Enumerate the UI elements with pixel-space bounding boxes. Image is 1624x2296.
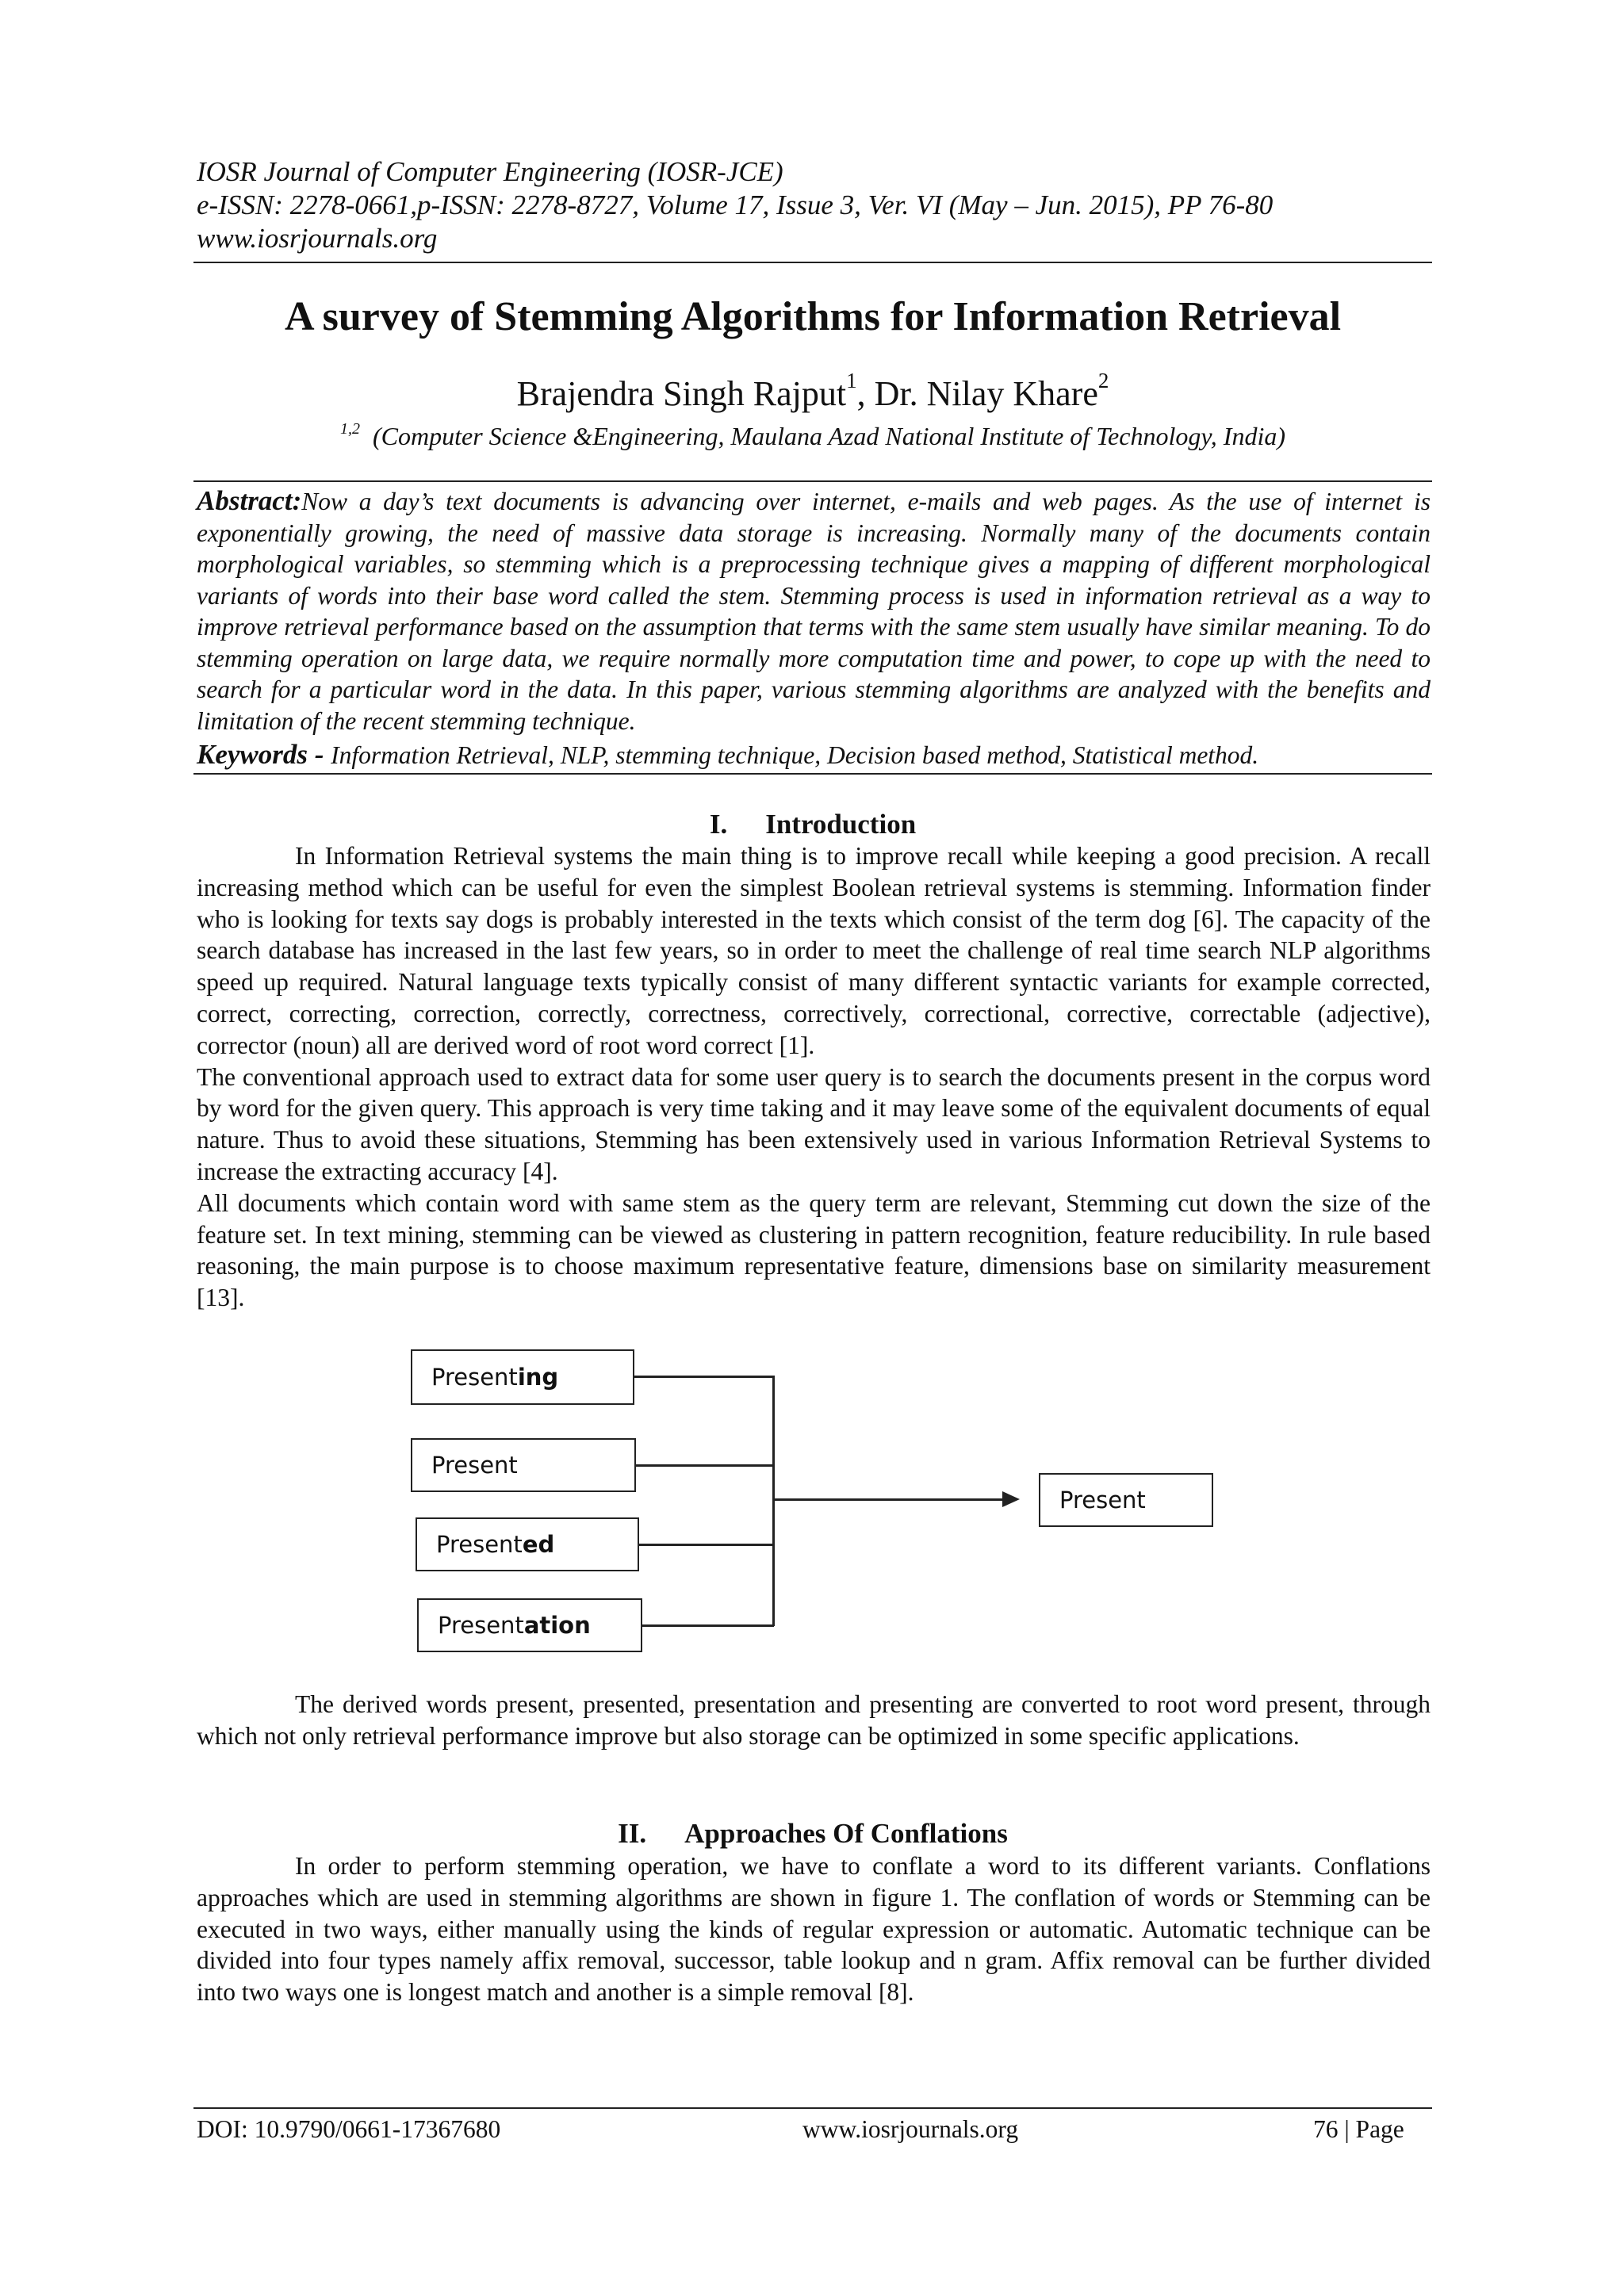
affiliation-sup: 1,2 [340,420,360,438]
connector-line [639,1544,774,1546]
section-1-heading [193,809,1432,840]
affiliation-line [193,420,1432,452]
paragraph: The derived words present, presented, presentation and presenting are converted to root word present, through which not only retrieval performance improve but also storage can be optimized in some specific applications. [197,1690,1431,1750]
word-box-present [411,1438,636,1492]
paragraph: The conventional approach used to extract data for some user query is to search the documents present in the corpus word by word for the given query. This approach is very time taking and it may leave some of the equivalent documents of equal nature. Thus to avoid these situations, Stemming has been extensively used in various Information Retrieval Systems to increase the extracting accuracy [4]. [197,1062,1431,1185]
footer-rule [193,2107,1432,2109]
word-stem: Present [431,1363,518,1391]
journal-issn: e-ISSN: 2278-0661,p-ISSN: 2278-8727, Volume 17, Issue 3, Ver. VI (May – Jun. 2015), PP 76-80 [197,189,1274,220]
paragraph: In Information Retrieval systems the main thing is to improve recall while keeping a good precision. A recall increasing method which can be useful for even the simplest Boolean retrieval systems is stemming. Information finder who is looking for texts say dogs is probably interested in the texts which consist of the term dog [6]. The capacity of the search database has increased in the last few years, so in order to meet the challenge of real time search NLP algorithms speed up required. Natural language texts typically consist of many different syntactic variants for example corrected, correct, correcting, correction, correctly, correctness, correctively, correctional, corrective, correctable (adjective), corrector (noun) all are derived word of root word correct [1]. [197,842,1431,1059]
word-stem: Present [436,1530,523,1558]
footer-doi: DOI: 10.9790/0661-17367680 [197,2115,501,2143]
journal-name: IOSR Journal of Computer Engineering (IOSR-JCE) [197,156,783,187]
abstract [197,485,1431,737]
abstract-label: Abstract: [197,485,302,516]
word-stem: Present [431,1451,518,1479]
section-2-heading [193,1818,1432,1850]
root-word-box [1039,1473,1213,1527]
author-separator: , [856,374,875,413]
author-2: Dr. Nilay Khare [874,374,1098,413]
section-2-title: Approaches Of Conflations [684,1818,1008,1849]
journal-header [197,155,1434,255]
connector-line [642,1624,774,1627]
author-2-sup: 2 [1097,369,1109,392]
affiliation: (Computer Science &Engineering, Maulana Azad National Institute of Technology, India) [373,422,1285,450]
paragraph: In order to perform stemming operation, we have to conflate a word to its different variants. Conflations approaches which are used in stemming algorithms are shown in figure 1. The conflation of words or Stemming can be executed in two ways, either manually using the kinds of regular expression or automatic. Automatic technique can be divided into four types namely affix removal, successor, table lookup and n gram. Affix removal can be further divided into two ways one is longest match and another is a simple removal [8]. [197,1852,1431,2007]
word-box-presenting [411,1349,634,1405]
figure-caption-paragraph [197,1689,1431,1752]
word-suffix: ation [523,1611,591,1639]
arrow-head-icon [1002,1491,1020,1507]
word-box-presented [416,1517,639,1571]
paragraph: All documents which contain word with same stem as the query term are relevant, Stemming cut down the size of the feature set. In text mining, stemming can be viewed as clustering in pattern recognition, feature reducibility. In rule based reasoning, the main purpose is to choose maximum representative feature, dimensions base on similarity measurement [13]. [197,1188,1431,1312]
journal-url: www.iosrjournals.org [197,223,438,254]
author-1-sup: 1 [846,369,857,392]
footer-site: www.iosrjournals.org [802,2115,1019,2143]
abstract-bottom-rule [193,773,1432,775]
keywords [197,739,1431,771]
section-1-title: Introduction [765,809,917,840]
header-rule [193,262,1432,263]
arrow-shaft [774,1498,1004,1501]
abstract-text: Now a day’s text documents is advancing over internet, e-mails and web pages. As the use of internet is exponentially growing, the need of massive data storage is increasing. Normally many of the documents contain morphological variables, so stemming which is a preprocessing technique gives a mapping of different morphological variants of words into their base word called the stem. Stemming process is used in information retrieval as a way to improve retrieval performance based on the assumption that terms with the same stem usually have similar meaning. To do stemming operation on large data, we require normally more computation time and power, to cope up with the need to search for a particular word in the data. In this paper, various stemming algorithms are analyzed with the benefits and limitation of the recent stemming technique. [197,488,1431,735]
word-box-presentation [417,1598,642,1652]
paper-title: A survey of Stemming Algorithms for Information Retrieval [284,294,1342,339]
section-1-body [197,840,1431,1314]
section-2-number: II. [618,1818,647,1849]
author-line [193,369,1432,415]
keywords-label: Keywords - [197,739,331,770]
keywords-text: Information Retrieval, NLP, stemming technique, Decision based method, Statistical method. [331,741,1259,769]
footer-page: 76 | Page [1313,2115,1404,2143]
section-2-body [197,1850,1431,2008]
root-word: Present [1059,1486,1146,1513]
author-1: Brajendra Singh Rajput [516,374,847,413]
word-suffix: ing [517,1363,559,1391]
abstract-top-rule [193,480,1432,482]
connector-line [634,1376,774,1378]
section-1-number: I. [709,809,728,840]
connector-line [636,1464,774,1467]
word-stem: Present [438,1611,524,1639]
connector-trunk [772,1376,775,1626]
stemming-figure [396,1340,1237,1673]
word-suffix: ed [522,1530,555,1558]
